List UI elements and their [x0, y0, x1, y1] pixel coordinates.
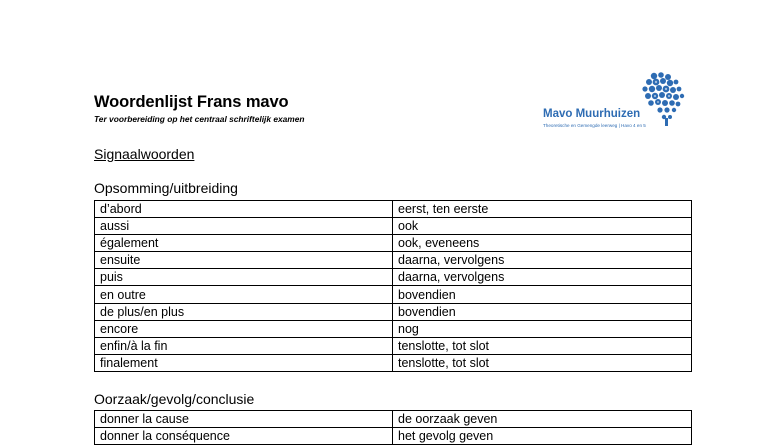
- document-subtitle: Ter voorbereiding op het centraal schriftelijk examen: [94, 114, 305, 124]
- dutch-translation-cell: ook, eveneens: [393, 234, 692, 251]
- dutch-translation-cell: de oorzaak geven: [393, 411, 692, 428]
- french-term-cell: de plus/en plus: [95, 303, 393, 320]
- table-row: [95, 286, 692, 303]
- french-term-cell: finalement: [95, 355, 393, 372]
- table-row: [95, 200, 692, 217]
- french-term-cell: encore: [95, 320, 393, 337]
- french-term-cell: donner la cause: [95, 411, 393, 428]
- table-row: [95, 269, 692, 286]
- french-term-cell: puis: [95, 269, 393, 286]
- french-term-cell: ensuite: [95, 252, 393, 269]
- french-term-cell: donner la conséquence: [95, 428, 393, 445]
- dutch-translation-cell: tenslotte, tot slot: [393, 338, 692, 355]
- table-row: [95, 303, 692, 320]
- logo-tagline: Theoretische en Gemengde leerweg | Havo 4 en 5: [543, 123, 646, 128]
- french-term-cell: également: [95, 234, 393, 251]
- french-term-cell: d’abord: [95, 200, 393, 217]
- french-term-cell: aussi: [95, 217, 393, 234]
- table-row: [95, 338, 692, 355]
- table-row: [95, 320, 692, 337]
- table-row: [95, 411, 692, 428]
- section-title: Signaalwoorden: [94, 146, 195, 162]
- dutch-translation-cell: tenslotte, tot slot: [393, 355, 692, 372]
- dutch-translation-cell: ook: [393, 217, 692, 234]
- dutch-translation-cell: daarna, vervolgens: [393, 252, 692, 269]
- vocab-table-oorzaak: [94, 410, 692, 445]
- table-row: [95, 428, 692, 445]
- table-row: [95, 252, 692, 269]
- section-heading-oorzaak: Oorzaak/gevolg/conclusie: [94, 391, 255, 407]
- dutch-translation-cell: bovendien: [393, 286, 692, 303]
- dutch-translation-cell: nog: [393, 320, 692, 337]
- french-term-cell: enfin/à la fin: [95, 338, 393, 355]
- vocab-table-opsomming: [94, 200, 692, 373]
- table-row: [95, 355, 692, 372]
- dutch-translation-cell: eerst, ten eerste: [393, 200, 692, 217]
- school-logo: [542, 70, 702, 134]
- document-title: Woordenlijst Frans mavo: [94, 93, 289, 111]
- table-row: [95, 217, 692, 234]
- logo-name: Mavo Muurhuizen: [543, 108, 641, 120]
- table-row: [95, 234, 692, 251]
- dutch-translation-cell: het gevolg geven: [393, 428, 692, 445]
- french-term-cell: en outre: [95, 286, 393, 303]
- dutch-translation-cell: bovendien: [393, 303, 692, 320]
- section-heading-opsomming: Opsomming/uitbreiding: [94, 180, 238, 196]
- dutch-translation-cell: daarna, vervolgens: [393, 269, 692, 286]
